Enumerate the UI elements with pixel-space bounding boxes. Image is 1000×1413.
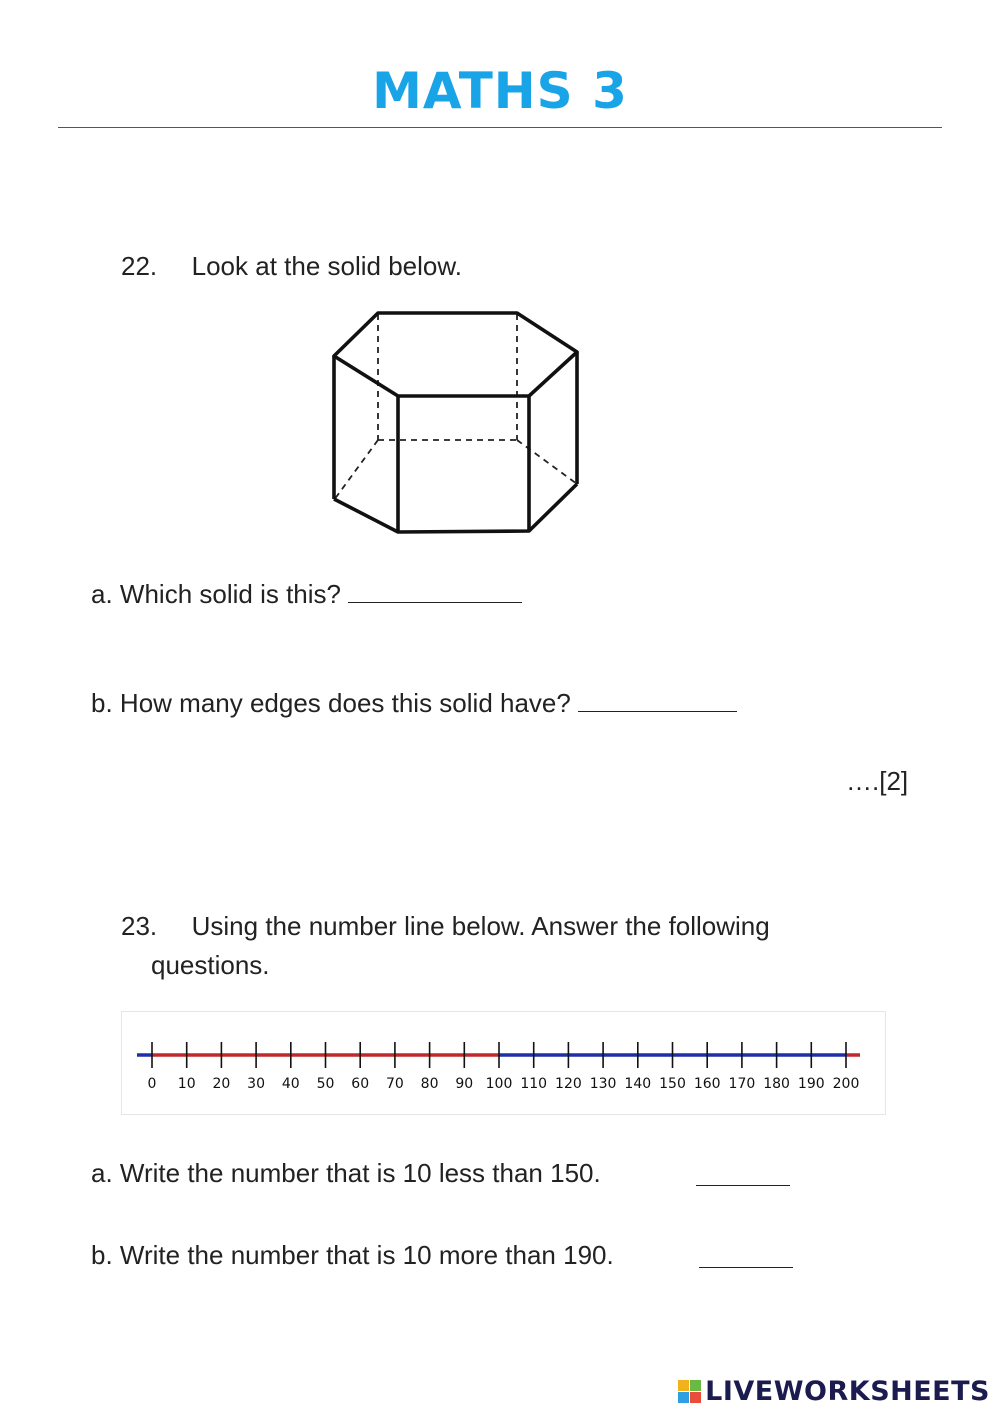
number-line [121,1011,884,1113]
q22-marks: ….[2] [846,766,909,796]
q23-a-label: a. [91,1158,113,1188]
q23-part-b [91,1240,614,1271]
number-line-tick-label: 170 [728,1076,756,1092]
top-hexagon-face [334,313,577,396]
number-line-tick-label: 100 [485,1076,513,1092]
title-divider [58,127,942,128]
liveworksheets-logo-icon [678,1380,701,1403]
q22-a-text: Which solid is this? [119,579,341,609]
q22-a-label: a. [91,579,113,609]
number-line-tick-label: 30 [247,1076,266,1092]
number-line-tick-label: 200 [832,1076,860,1092]
liveworksheets-logo-text: LIVEWORKSHEETS [705,1376,990,1407]
number-line-tick-label: 180 [763,1076,790,1092]
q23-number: 23. [121,911,158,941]
hidden-edge [334,440,378,500]
number-line-tick-label: 10 [177,1076,196,1092]
number-line-tick-label: 50 [316,1076,335,1092]
number-line-tick-label: 150 [659,1076,686,1092]
q23-header [121,911,770,942]
q23-part-a [91,1158,601,1189]
number-line-tick-label: 110 [520,1076,548,1092]
hidden-edge [517,440,577,484]
q22-b-answer-blank[interactable] [578,689,737,712]
bottom-visible-edges [334,484,577,532]
number-line-tick-label: 140 [624,1076,652,1092]
q23-a-answer-blank[interactable] [696,1163,790,1186]
q22-part-a [91,579,522,610]
q22-number: 22. [121,251,158,281]
page-title: MATHS 3 [372,62,628,120]
q22-prompt: Look at the solid below. [191,251,462,281]
liveworksheets-logo [678,1376,990,1407]
q23-b-text: Write the number that is 10 more than 190. [119,1240,614,1270]
q23-prompt-line2: questions. [151,950,270,980]
number-line-tick-label: 70 [385,1076,404,1092]
hexagonal-prism-figure [320,300,600,550]
q23-b-label: b. [91,1240,113,1270]
q23-a-text: Write the number that is 10 less than 150. [119,1158,601,1188]
q22-a-answer-blank[interactable] [348,580,522,603]
q22-header [121,251,462,282]
q22-part-b [91,688,737,719]
number-line-tick-label: 160 [693,1076,721,1092]
number-line-tick-label: 0 [147,1076,157,1092]
q23-b-answer-blank[interactable] [699,1245,793,1268]
number-line-tick-label: 20 [212,1076,231,1092]
number-line-tick-label: 90 [455,1076,474,1092]
q23-prompt-line1: Using the number line below. Answer the following [191,911,770,941]
number-line-tick-label: 120 [555,1076,582,1092]
number-line-tick-label: 60 [351,1076,370,1092]
number-line-tick-label: 190 [797,1076,825,1092]
q22-b-label: b. [91,688,113,718]
number-line-tick-label: 80 [420,1076,439,1092]
number-line-tick-label: 130 [589,1076,617,1092]
number-line-tick-label: 40 [281,1076,300,1092]
q22-b-text: How many edges does this solid have? [119,688,571,718]
